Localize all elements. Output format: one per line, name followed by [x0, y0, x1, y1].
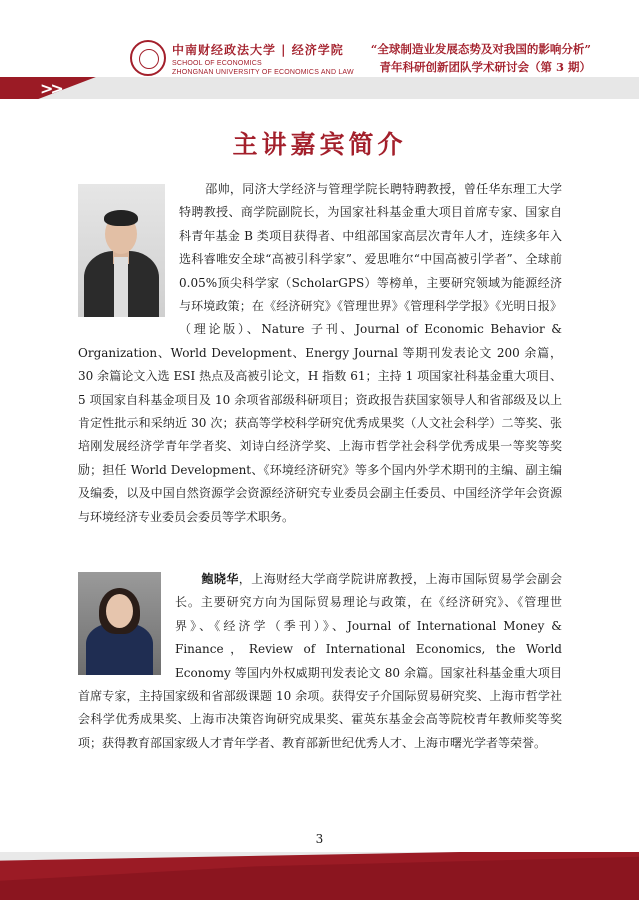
header-band [0, 77, 639, 99]
school-name-cn: 中南财经政法大学 | 经济学院 [172, 43, 344, 57]
conference-title: “全球制造业发展态势及对我国的影响分析” [370, 42, 591, 56]
section-title: 主讲嘉宾简介 [232, 130, 407, 159]
speaker-photo-1 [78, 184, 165, 317]
speaker-bio-1 [78, 178, 562, 529]
speaker-bio-2-text: ，上海财经大学商学院讲席教授，上海市国际贸易学会副会长。主要研究方向为国际贸易理论与政策，在《经济研究》、《管理世界》、《经济学（季刊）》、Journal of International Money & Finance，Review of International Economics, the World Economy 等国内外权威期刊发表论文 80 余篇。国家社科基金重大项目首席专家，主持国家级和省部级课题 10 余项。获得安子介国际贸易研究奖、上海市哲学社会科学优秀成果奖、上海市决策咨询研究成果奖、霍英东基金会高等院校青年教师奖等奖项；获得教育部国家级人才青年学者、教育部新世纪优秀人才、上海市曙光学者等荣誉。 [78, 572, 562, 750]
footer-band [0, 852, 639, 900]
university-logo-icon [130, 40, 166, 76]
school-name-en-line1: SCHOOL OF ECONOMICS [172, 60, 262, 67]
speaker-bio-2 [78, 568, 562, 755]
conference-subtitle: 青年科研创新团队学术研讨会（第 3 期） [379, 60, 591, 74]
page-number: 3 [315, 832, 324, 846]
speaker-name-2: 鲍晓华 [201, 572, 239, 586]
speaker-bio-1-text: 邵帅，同济大学经济与管理学院长聘特聘教授，曾任华东理工大学特聘教授、商学院副院长，为国家社科基金重大项目首席专家、国家自科青年基金 B 类项目获得者、中组部国家高层次青年人才，连续多年入选科睿唯安全球“高被引科学家”、爱思唯尔“中国高被引学者”、全球前 0.05%顶尖科学家（ScholarGPS）等榜单，主要研究领域为能源经济与环境政策；在《经济研究》《管理世界》《管理科学学报》《光明日报》（理论版）、Nature 子刊、Journal of Economic Behavior & Organization、World Development、Energy Journal 等期刊发表论文 200 余篇，30 余篇论文入选 ESI 热点及高被引论文，H 指数 61；主持 1 项国家社科基金重大项目、5 项国家自科基金项目及 10 余项省部级科研项目；资政报告获国家领导人和省部级及以上肯定性批示和采纳近 30 次；获高等学校科学研究优秀成果奖（人文社会科学）二等奖、张培刚发展经济学青年学者奖、刘诗白经济学奖、上海市哲学社会科学优秀成果一等奖等奖励；担任 World Development、《环境经济研究》等多个国内外学术期刊的主编、副主编及编委，以及中国自然资源学会资源经济研究专业委员会副主任委员、中国经济学年会资源与环境经济专业委员会委员等学术职务。 [78, 182, 562, 524]
school-name-en-line2: ZHONGNAN UNIVERSITY OF ECONOMICS AND LAW [172, 69, 354, 76]
speaker-photo-2 [78, 572, 161, 675]
double-chevron-icon: >> [40, 79, 61, 98]
